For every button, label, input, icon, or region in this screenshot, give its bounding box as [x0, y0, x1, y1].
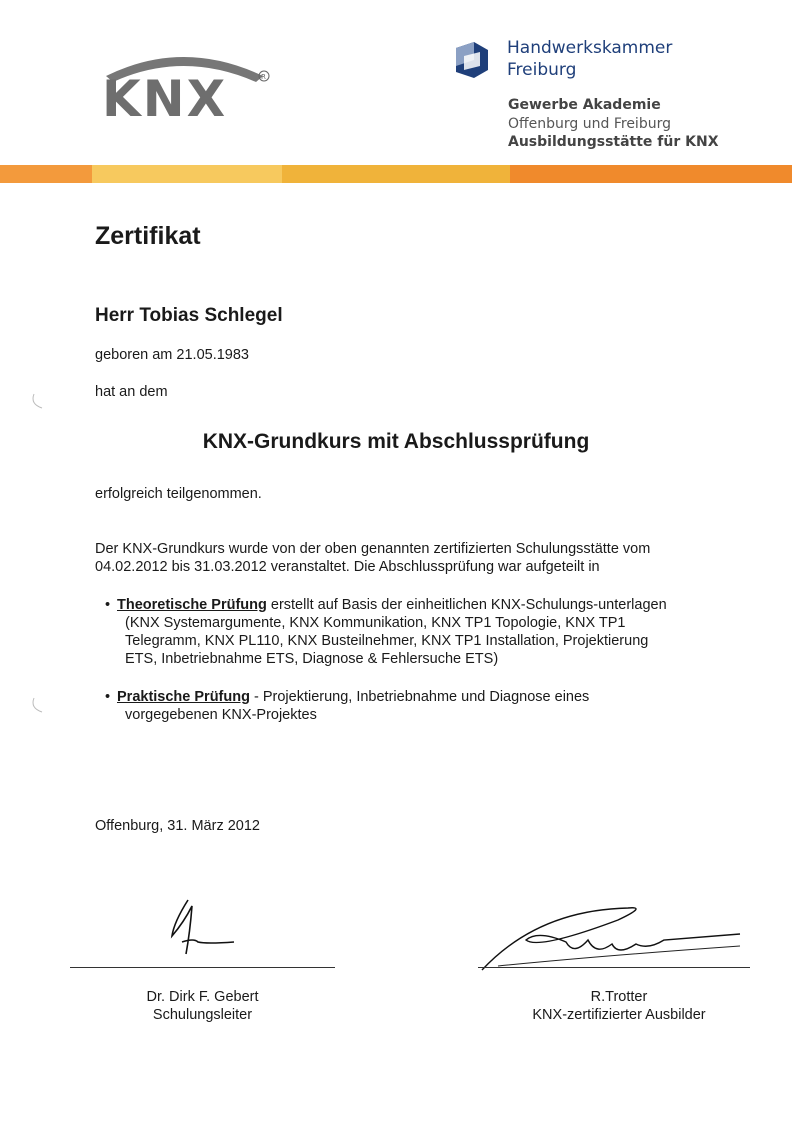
margin-mark: [28, 392, 44, 410]
knx-logo: [98, 46, 278, 126]
signature-left: [160, 892, 250, 962]
signer-right-role: KNX-zertifizierter Ausbilder: [532, 1007, 706, 1023]
handwerkskammer-logo-icon: [452, 42, 492, 78]
signature-line-left: [70, 967, 335, 968]
knx-logo-text: KNX: [102, 70, 228, 126]
band-segment: [510, 165, 792, 183]
signer-left-name: Dr. Dirk F. Gebert: [146, 989, 259, 1005]
band-segment: [92, 165, 282, 183]
certificate-title: Zertifikat: [95, 222, 201, 250]
bullet-dot: •: [105, 597, 111, 613]
practice-line2: vorgegebenen KNX-Projektes: [125, 707, 317, 723]
theory-line3: Telegramm, KNX PL110, KNX Busteilnehmer, KNX TP1 Installation, Projektierung: [125, 633, 649, 649]
svg-text:R: R: [261, 73, 266, 81]
result-text: erfolgreich teilgenommen.: [95, 486, 262, 502]
bullet-practice: [105, 688, 725, 724]
hwk-name-line2: Freiburg: [507, 60, 577, 80]
band-segment: [282, 165, 510, 183]
signature-line-right: [478, 967, 750, 968]
theory-line1: erstellt auf Basis der einheitlichen KNX-Schulungs-unterlagen: [266, 597, 667, 613]
description-line1: Der KNX-Grundkurs wurde von der oben genannten zertifizierten Schulungsstätte vom: [95, 541, 651, 557]
signature-right: [478, 900, 748, 980]
place-date: Offenburg, 31. März 2012: [95, 818, 260, 834]
intro-text: hat an dem: [95, 384, 168, 400]
header-color-band: [0, 165, 792, 183]
course-title: KNX-Grundkurs mit Abschlussprüfung: [202, 430, 590, 453]
academy-line3: Ausbildungsstätte für KNX: [508, 134, 719, 150]
signer-right-name: R.Trotter: [590, 989, 648, 1005]
practice-line1: - Projektierung, Inbetriebnahme und Diagnose eines: [249, 689, 590, 705]
signer-left-role: Schulungsleiter: [152, 1007, 253, 1023]
practice-heading: Praktische Prüfung: [117, 689, 250, 705]
band-segment: [0, 165, 92, 183]
birth-date: geboren am 21.05.1983: [95, 347, 249, 363]
bullet-theory: [105, 596, 725, 668]
academy-line2: Offenburg und Freiburg: [508, 116, 671, 132]
recipient-name: Herr Tobias Schlegel: [95, 305, 283, 326]
bullet-dot: •: [105, 689, 111, 705]
description-line2: 04.02.2012 bis 31.03.2012 veranstaltet. Die Abschlussprüfung war aufgeteilt in: [95, 559, 600, 575]
academy-line1: Gewerbe Akademie: [508, 97, 661, 113]
theory-heading: Theoretische Prüfung: [117, 597, 267, 613]
theory-line4: ETS, Inbetriebnahme ETS, Diagnose & Fehlersuche ETS): [125, 651, 499, 667]
description-paragraph: [95, 540, 650, 576]
margin-mark: [28, 696, 44, 714]
theory-line2: (KNX Systemargumente, KNX Kommunikation, KNX TP1 Topologie, KNX TP1: [125, 615, 626, 631]
hwk-name-line1: Handwerkskammer: [507, 38, 673, 58]
